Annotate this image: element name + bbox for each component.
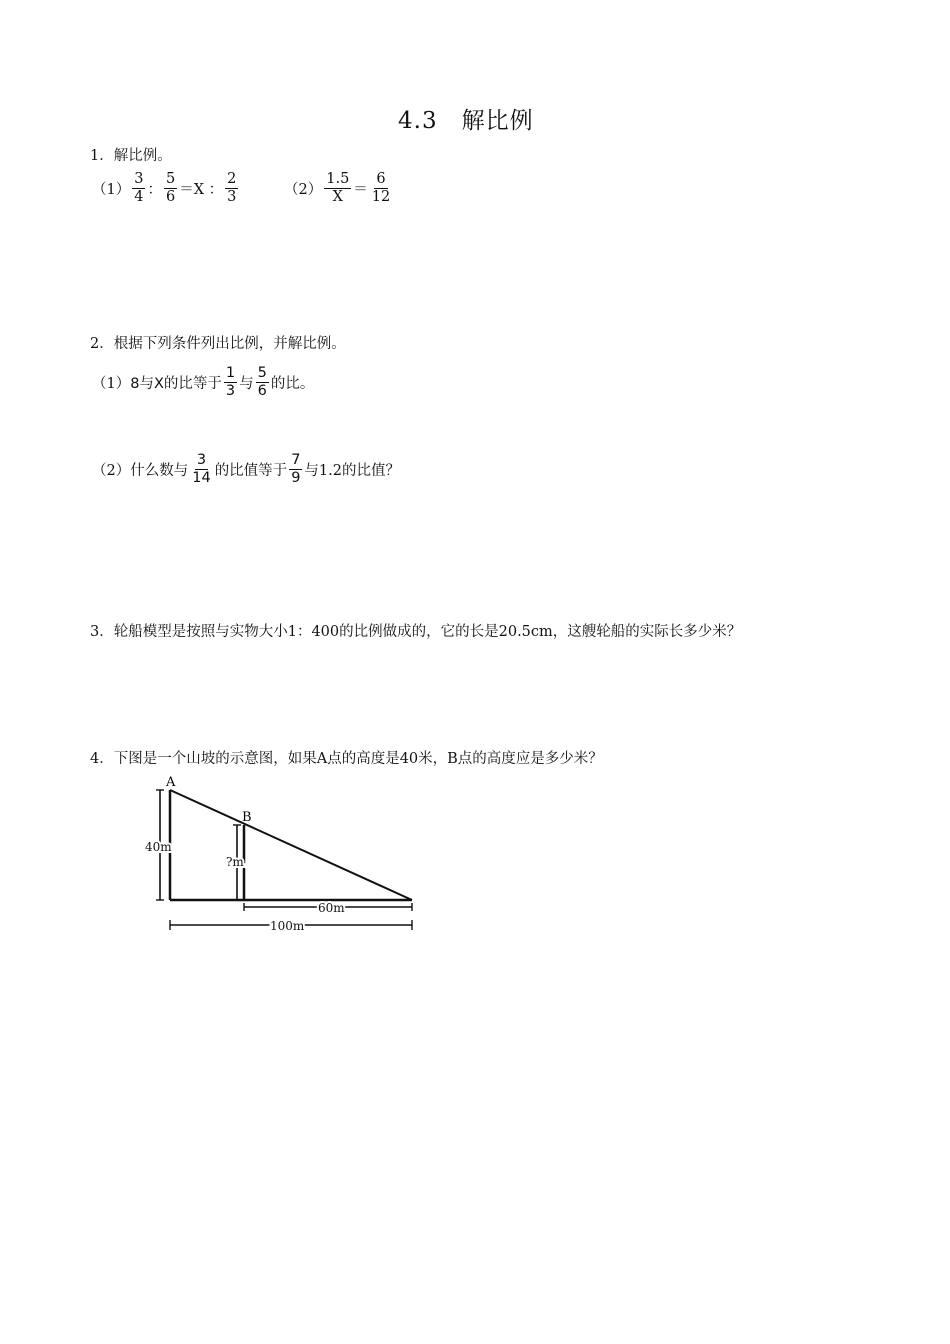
- numerator: 6: [374, 172, 387, 189]
- q2-heading: 2．根据下列条件列出比例，并解比例。: [90, 336, 346, 352]
- label-60m: 60m: [318, 901, 345, 915]
- q1-problem-2: [284, 172, 394, 205]
- label-b-height: ?m: [226, 855, 244, 869]
- denominator: 3: [225, 383, 236, 400]
- numerator: 3: [195, 453, 208, 470]
- label-b: B: [242, 810, 252, 825]
- q1-p2-label: （2）: [284, 182, 323, 199]
- q2-p2-post: 与1.2的比值？: [304, 463, 400, 480]
- numerator: 7: [289, 453, 302, 470]
- denominator: 14: [192, 470, 211, 487]
- denominator: 3: [227, 189, 237, 206]
- label-a: A: [166, 775, 176, 790]
- equals: ＝: [353, 182, 368, 199]
- denominator: X: [332, 189, 343, 206]
- colon: ：: [147, 182, 162, 199]
- hypotenuse: [170, 790, 412, 900]
- q2-p1-mid: 与: [239, 376, 254, 393]
- fraction: [256, 366, 269, 399]
- label-100m: 100m: [270, 919, 305, 933]
- q1-p1-label: （1）: [92, 182, 131, 199]
- denominator: 9: [291, 470, 301, 487]
- numerator: 5: [256, 366, 269, 383]
- denominator: 6: [165, 189, 176, 206]
- fraction: [225, 172, 238, 205]
- numerator: 2: [225, 172, 238, 189]
- q1-heading: 1．解比例。: [90, 148, 172, 164]
- page-title: 4.3 解比例: [398, 108, 534, 134]
- fraction: [289, 453, 302, 486]
- q2-problem-1: [92, 366, 314, 399]
- fraction: [190, 453, 212, 486]
- fraction: [224, 366, 237, 399]
- label-40m: 40m: [145, 840, 172, 854]
- q2-p1-label: （1）: [92, 376, 131, 393]
- fraction: [324, 172, 351, 205]
- numerator: 1.5: [324, 172, 351, 189]
- q2-problem-2: [92, 453, 400, 486]
- q2-p1-pre: 8与X的比等于: [130, 376, 222, 393]
- slope-diagram: [140, 770, 430, 940]
- q3-text: 3．轮船模型是按照与实物大小1：400的比例做成的，它的长是20.5cm，这艘轮船的实际长多少米？: [90, 624, 742, 640]
- q2-p2-label: （2）: [92, 463, 131, 480]
- denominator: 4: [134, 189, 144, 206]
- numerator: 3: [132, 172, 145, 189]
- fraction: [164, 172, 177, 205]
- q2-p2-mid: 的比值等于: [214, 463, 288, 480]
- fraction: [370, 172, 392, 205]
- q2-p2-pre: 什么数与: [130, 463, 189, 480]
- numerator: 5: [164, 172, 177, 189]
- numerator: 1: [224, 366, 237, 383]
- q2-p1-post: 的比。: [270, 376, 315, 393]
- equals-x: ＝X ：: [179, 182, 224, 199]
- q4-text: 4．下图是一个山坡的示意图，如果A点的高度是40米，B点的高度应是多少米？: [90, 751, 603, 767]
- fraction: [132, 172, 145, 205]
- denominator: 6: [257, 383, 267, 400]
- denominator: 12: [371, 189, 391, 206]
- q1-problem-1: [92, 172, 240, 205]
